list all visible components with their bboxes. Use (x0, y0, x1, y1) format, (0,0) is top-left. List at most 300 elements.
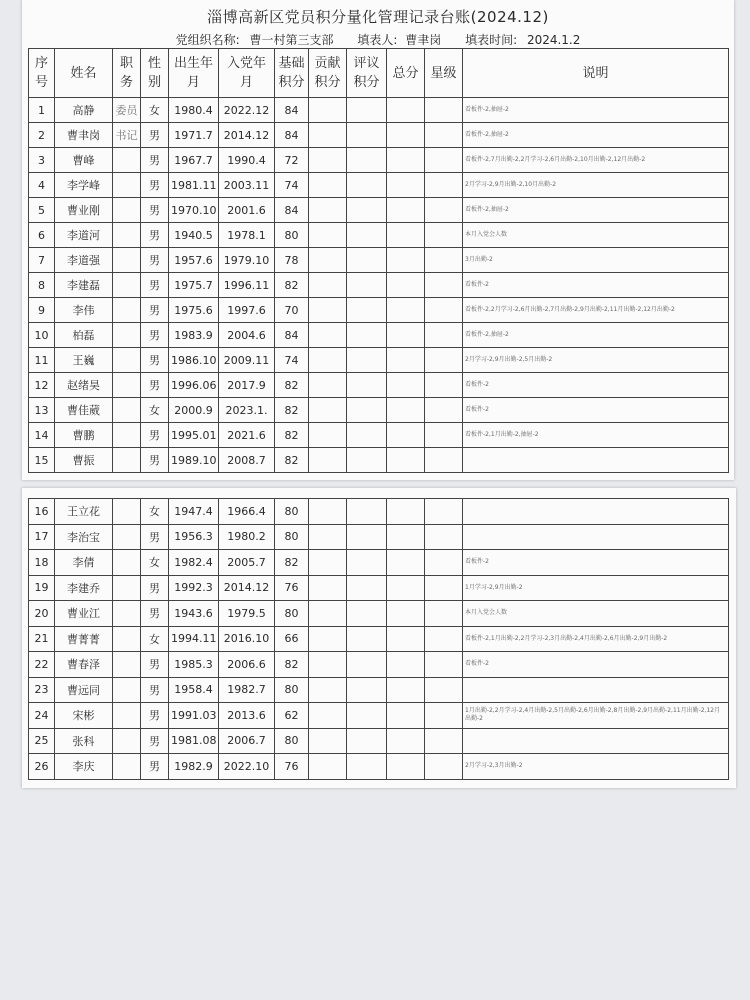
cell-post (113, 423, 141, 448)
cell-birth: 1992.3 (169, 575, 219, 601)
cell-total (387, 524, 425, 550)
cell-join: 1966.4 (219, 499, 275, 525)
cell-base: 82 (275, 273, 309, 298)
cell-seq: 13 (29, 398, 55, 423)
cell-birth: 1986.10 (169, 348, 219, 373)
cell-join: 2016.10 (219, 626, 275, 652)
cell-base: 82 (275, 448, 309, 473)
cell-star (425, 499, 463, 525)
cell-seq: 24 (29, 703, 55, 729)
cell-seq: 26 (29, 754, 55, 780)
header-name: 姓名 (55, 49, 113, 98)
cell-contrib (309, 524, 347, 550)
cell-base: 82 (275, 550, 309, 576)
table-row (29, 248, 729, 273)
document-title: 淄博高新区党员积分量化管理记录台账(2024.12) (207, 8, 549, 26)
cell-seq: 7 (29, 248, 55, 273)
cell-birth: 1980.4 (169, 98, 219, 123)
header-total: 总分 (387, 49, 425, 98)
cell-post (113, 728, 141, 754)
cell-review (347, 98, 387, 123)
cell-total (387, 123, 425, 148)
cell-star (425, 575, 463, 601)
header-meta (22, 31, 734, 48)
cell-gender: 男 (141, 575, 169, 601)
table-row (29, 754, 729, 780)
cell-gender: 男 (141, 348, 169, 373)
cell-birth: 1981.11 (169, 173, 219, 198)
cell-join: 2005.7 (219, 550, 275, 576)
cell-base: 70 (275, 298, 309, 323)
cell-post (113, 348, 141, 373)
cell-post: 书记 (113, 123, 141, 148)
cell-post (113, 198, 141, 223)
cell-star (425, 423, 463, 448)
table-row (29, 398, 729, 423)
org-value: 曹一村第三支部 (249, 33, 334, 47)
cell-seq: 12 (29, 373, 55, 398)
cell-review (347, 398, 387, 423)
cell-star (425, 98, 463, 123)
cell-gender: 男 (141, 703, 169, 729)
cell-star (425, 148, 463, 173)
cell-note: 2月学习-2,9月出勤-2,10月出勤-2 (463, 173, 729, 198)
cell-contrib (309, 550, 347, 576)
cell-gender: 男 (141, 323, 169, 348)
table-row (29, 198, 729, 223)
cell-join: 1978.1 (219, 223, 275, 248)
cell-contrib (309, 398, 347, 423)
table-row (29, 524, 729, 550)
header-note: 说明 (463, 49, 729, 98)
cell-base: 82 (275, 373, 309, 398)
cell-star (425, 323, 463, 348)
cell-total (387, 703, 425, 729)
table-row (29, 423, 729, 448)
cell-star (425, 754, 463, 780)
cell-join: 2022.12 (219, 98, 275, 123)
cell-birth: 1958.4 (169, 677, 219, 703)
cell-base: 84 (275, 198, 309, 223)
cell-join: 2014.12 (219, 123, 275, 148)
cell-review (347, 652, 387, 678)
table-row (29, 323, 729, 348)
cell-name: 曹业江 (55, 601, 113, 627)
header-star: 星级 (425, 49, 463, 98)
cell-join: 2004.6 (219, 323, 275, 348)
cell-gender: 女 (141, 550, 169, 576)
cell-post (113, 601, 141, 627)
cell-name: 曹菁菁 (55, 626, 113, 652)
cell-birth: 1957.6 (169, 248, 219, 273)
cell-name: 宋彬 (55, 703, 113, 729)
cell-star (425, 348, 463, 373)
cell-seq: 5 (29, 198, 55, 223)
cell-name: 高静 (55, 98, 113, 123)
cell-post (113, 173, 141, 198)
filler-value: 曹聿岗 (405, 33, 442, 47)
cell-seq: 15 (29, 448, 55, 473)
cell-review (347, 499, 387, 525)
cell-base: 84 (275, 98, 309, 123)
cell-contrib (309, 652, 347, 678)
cell-contrib (309, 728, 347, 754)
table-row (29, 499, 729, 525)
cell-star (425, 728, 463, 754)
cell-post (113, 323, 141, 348)
date-label: 填表时间: (465, 33, 518, 47)
cell-total (387, 173, 425, 198)
table-row (29, 601, 729, 627)
header-post: 职务 (113, 49, 141, 98)
cell-name: 赵绪昊 (55, 373, 113, 398)
cell-note: 看板件-2 (463, 652, 729, 678)
cell-star (425, 248, 463, 273)
cell-post (113, 148, 141, 173)
cell-review (347, 677, 387, 703)
cell-total (387, 550, 425, 576)
cell-review (347, 298, 387, 323)
cell-contrib (309, 298, 347, 323)
cell-gender: 男 (141, 652, 169, 678)
cell-name: 曹业刚 (55, 198, 113, 223)
cell-star (425, 524, 463, 550)
cell-post (113, 248, 141, 273)
cell-seq: 17 (29, 524, 55, 550)
cell-name: 柏磊 (55, 323, 113, 348)
cell-seq: 25 (29, 728, 55, 754)
cell-total (387, 728, 425, 754)
cell-contrib (309, 273, 347, 298)
cell-star (425, 550, 463, 576)
date-field (465, 33, 580, 47)
cell-gender: 女 (141, 499, 169, 525)
cell-star (425, 448, 463, 473)
cell-birth: 2000.9 (169, 398, 219, 423)
cell-seq: 20 (29, 601, 55, 627)
cell-seq: 9 (29, 298, 55, 323)
header-birth: 出生年月 (169, 49, 219, 98)
table-row (29, 448, 729, 473)
cell-birth: 1970.10 (169, 198, 219, 223)
cell-seq: 18 (29, 550, 55, 576)
cell-name: 李建磊 (55, 273, 113, 298)
cell-birth: 1982.9 (169, 754, 219, 780)
cell-gender: 男 (141, 448, 169, 473)
cell-note: 看板件-2,7月出勤-2,2月学习-2,6月出勤-2,10月出勤-2,12月出勤-2 (463, 148, 729, 173)
cell-note: 1月出勤-2,2月学习-2,4月出勤-2,5月出勤-2,6月出勤-2,8月出勤-2,9月出勤-2,11月出勤-2,12月出勤-2 (463, 703, 729, 729)
cell-join: 2009.11 (219, 348, 275, 373)
cell-total (387, 499, 425, 525)
cell-seq: 10 (29, 323, 55, 348)
cell-base: 84 (275, 123, 309, 148)
cell-post (113, 754, 141, 780)
cell-base: 74 (275, 173, 309, 198)
cell-base: 80 (275, 677, 309, 703)
header-contrib: 贡献积分 (309, 49, 347, 98)
cell-note: 看板件-2,抽屉-2 (463, 98, 729, 123)
cell-contrib (309, 754, 347, 780)
cell-contrib (309, 223, 347, 248)
cell-gender: 男 (141, 423, 169, 448)
cell-total (387, 754, 425, 780)
cell-review (347, 348, 387, 373)
cell-join: 2021.6 (219, 423, 275, 448)
cell-join: 2023.1. (219, 398, 275, 423)
cell-post (113, 524, 141, 550)
cell-star (425, 373, 463, 398)
cell-join: 1990.4 (219, 148, 275, 173)
cell-contrib (309, 499, 347, 525)
cell-gender: 男 (141, 198, 169, 223)
cell-gender: 男 (141, 273, 169, 298)
cell-join: 1982.7 (219, 677, 275, 703)
cell-total (387, 273, 425, 298)
table-row (29, 98, 729, 123)
cell-post (113, 550, 141, 576)
cell-contrib (309, 348, 347, 373)
cell-base: 76 (275, 754, 309, 780)
cell-gender: 女 (141, 98, 169, 123)
cell-join: 1979.10 (219, 248, 275, 273)
cell-name: 李倩 (55, 550, 113, 576)
cell-total (387, 575, 425, 601)
cell-post (113, 298, 141, 323)
cell-total (387, 98, 425, 123)
cell-name: 曹峰 (55, 148, 113, 173)
cell-seq: 22 (29, 652, 55, 678)
cell-name: 李庆 (55, 754, 113, 780)
cell-gender: 男 (141, 524, 169, 550)
cell-gender: 女 (141, 626, 169, 652)
cell-contrib (309, 448, 347, 473)
cell-birth: 1956.3 (169, 524, 219, 550)
cell-note: 看板件-2,抽屉-2 (463, 323, 729, 348)
cell-gender: 男 (141, 677, 169, 703)
cell-total (387, 601, 425, 627)
cell-star (425, 123, 463, 148)
cell-join: 2003.11 (219, 173, 275, 198)
cell-contrib (309, 173, 347, 198)
header-base: 基础积分 (275, 49, 309, 98)
cell-review (347, 123, 387, 148)
cell-note (463, 728, 729, 754)
cell-seq: 11 (29, 348, 55, 373)
cell-base: 82 (275, 423, 309, 448)
cell-note: 看板件-2,1月出勤-2,抽屉-2 (463, 423, 729, 448)
cell-join: 2006.6 (219, 652, 275, 678)
cell-name: 曹远同 (55, 677, 113, 703)
cell-base: 62 (275, 703, 309, 729)
cell-base: 66 (275, 626, 309, 652)
cell-contrib (309, 703, 347, 729)
cell-contrib (309, 423, 347, 448)
cell-join: 1997.6 (219, 298, 275, 323)
cell-post: 委员 (113, 98, 141, 123)
cell-name: 王立花 (55, 499, 113, 525)
cell-seq: 21 (29, 626, 55, 652)
cell-post (113, 703, 141, 729)
cell-gender: 男 (141, 298, 169, 323)
table-row (29, 550, 729, 576)
cell-total (387, 373, 425, 398)
cell-base: 80 (275, 524, 309, 550)
table-row (29, 173, 729, 198)
date-value: 2024.1.2 (526, 33, 581, 47)
cell-total (387, 398, 425, 423)
cell-name: 李建乔 (55, 575, 113, 601)
cell-post (113, 677, 141, 703)
filler-field (357, 33, 445, 47)
cell-star (425, 703, 463, 729)
cell-note: 1月学习-2,9月出勤-2 (463, 575, 729, 601)
table-row (29, 123, 729, 148)
cell-seq: 3 (29, 148, 55, 173)
cell-note (463, 448, 729, 473)
cell-gender: 男 (141, 123, 169, 148)
header-review: 评议积分 (347, 49, 387, 98)
cell-total (387, 148, 425, 173)
cell-star (425, 223, 463, 248)
cell-join: 1979.5 (219, 601, 275, 627)
cell-join: 2008.7 (219, 448, 275, 473)
cell-review (347, 173, 387, 198)
cell-review (347, 148, 387, 173)
cell-contrib (309, 626, 347, 652)
cell-star (425, 626, 463, 652)
cell-star (425, 677, 463, 703)
header-seq: 序号 (29, 49, 55, 98)
cell-join: 2013.6 (219, 703, 275, 729)
header-join: 入党年月 (219, 49, 275, 98)
cell-base: 82 (275, 398, 309, 423)
header-gender: 性别 (141, 49, 169, 98)
cell-post (113, 626, 141, 652)
cell-star (425, 173, 463, 198)
table-row (29, 652, 729, 678)
cell-join: 1980.2 (219, 524, 275, 550)
cell-join: 2014.12 (219, 575, 275, 601)
cell-star (425, 601, 463, 627)
cell-post (113, 373, 141, 398)
cell-post (113, 499, 141, 525)
cell-total (387, 298, 425, 323)
cell-name: 李道强 (55, 248, 113, 273)
cell-name: 李治宝 (55, 524, 113, 550)
cell-note: 本月入党会人数 (463, 601, 729, 627)
cell-note: 看板件-2,抽屉-2 (463, 123, 729, 148)
cell-birth: 1943.6 (169, 601, 219, 627)
cell-name: 李学峰 (55, 173, 113, 198)
cell-seq: 1 (29, 98, 55, 123)
cell-birth: 1989.10 (169, 448, 219, 473)
table-row (29, 626, 729, 652)
cell-gender: 男 (141, 728, 169, 754)
cell-post (113, 273, 141, 298)
cell-birth: 1947.4 (169, 499, 219, 525)
cell-name: 张科 (55, 728, 113, 754)
cell-name: 曹春泽 (55, 652, 113, 678)
cell-name: 曹振 (55, 448, 113, 473)
cell-post (113, 575, 141, 601)
cell-join: 2001.6 (219, 198, 275, 223)
cell-contrib (309, 248, 347, 273)
cell-base: 80 (275, 601, 309, 627)
cell-base: 72 (275, 148, 309, 173)
table-row (29, 728, 729, 754)
cell-post (113, 652, 141, 678)
cell-name: 曹聿岗 (55, 123, 113, 148)
cell-total (387, 223, 425, 248)
cell-total (387, 198, 425, 223)
cell-note: 2月学习-2,9月出勤-2,5月出勤-2 (463, 348, 729, 373)
cell-star (425, 198, 463, 223)
cell-review (347, 601, 387, 627)
cell-note (463, 677, 729, 703)
cell-review (347, 550, 387, 576)
cell-gender: 男 (141, 754, 169, 780)
cell-gender: 男 (141, 148, 169, 173)
cell-birth: 1982.4 (169, 550, 219, 576)
cell-star (425, 398, 463, 423)
cell-seq: 23 (29, 677, 55, 703)
cell-total (387, 448, 425, 473)
cell-note: 本月入党会人数 (463, 223, 729, 248)
cell-base: 80 (275, 223, 309, 248)
ledger-table-top (28, 48, 729, 473)
table-row (29, 373, 729, 398)
cell-review (347, 703, 387, 729)
cell-review (347, 754, 387, 780)
cell-contrib (309, 677, 347, 703)
cell-review (347, 728, 387, 754)
cell-contrib (309, 198, 347, 223)
cell-note: 看板件-2,1月出勤-2,2月学习-2,3月出勤-2,4月出勤-2,6月出勤-2,9月出勤-2 (463, 626, 729, 652)
cell-star (425, 273, 463, 298)
cell-star (425, 298, 463, 323)
cell-total (387, 652, 425, 678)
cell-review (347, 223, 387, 248)
cell-note: 2月学习-2,3月出勤-2 (463, 754, 729, 780)
cell-seq: 4 (29, 173, 55, 198)
cell-note (463, 499, 729, 525)
org-field (176, 33, 338, 47)
cell-contrib (309, 323, 347, 348)
cell-post (113, 223, 141, 248)
cell-review (347, 373, 387, 398)
cell-gender: 男 (141, 173, 169, 198)
cell-base: 78 (275, 248, 309, 273)
table-row (29, 677, 729, 703)
cell-note: 看板件-2,2月学习-2,6月出勤-2,7月出勤-2,9月出勤-2,11月出勤-2,12月出勤-2 (463, 298, 729, 323)
cell-gender: 男 (141, 601, 169, 627)
cell-star (425, 652, 463, 678)
cell-review (347, 626, 387, 652)
cell-total (387, 423, 425, 448)
cell-birth: 1975.6 (169, 298, 219, 323)
cell-contrib (309, 601, 347, 627)
cell-seq: 14 (29, 423, 55, 448)
cell-total (387, 248, 425, 273)
cell-name: 李伟 (55, 298, 113, 323)
cell-birth: 1994.11 (169, 626, 219, 652)
table-row (29, 348, 729, 373)
table-row (29, 148, 729, 173)
cell-join: 1996.11 (219, 273, 275, 298)
cell-base: 84 (275, 323, 309, 348)
cell-contrib (309, 123, 347, 148)
cell-total (387, 323, 425, 348)
